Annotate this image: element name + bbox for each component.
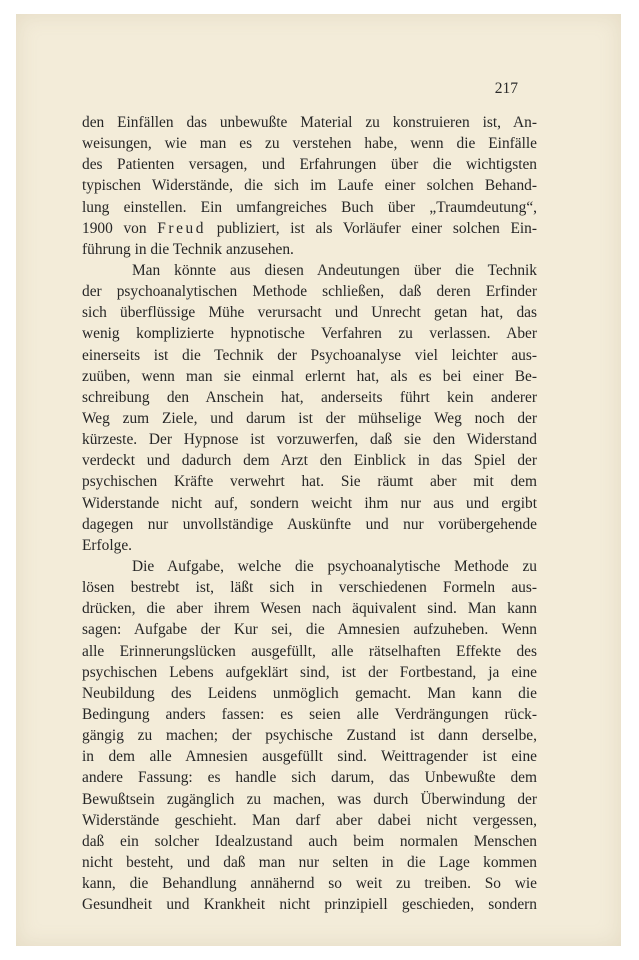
text-line: dagegen nur unvollständige Auskünfte und nur vorübergehende — [82, 515, 537, 533]
text-line: Bewußtsein zugänglich zu machen, was durch Überwindung der — [82, 790, 537, 808]
text-line: des Patienten versagen, und Erfahrungen über die wichtigsten — [82, 156, 537, 174]
text-line: alle Erinnerungslücken ausgefüllt, alle rätselhaften Effekte des — [82, 642, 537, 660]
text-line: der psychoanalytischen Methode schließen, daß deren Erfinder — [82, 283, 537, 301]
text-line: sagen: Aufgabe der Kur sei, die Amnesien aufzuheben. Wenn — [82, 621, 537, 639]
text-line: Neubildung des Leidens unmöglich gemacht. Man kann die — [82, 684, 537, 702]
text-line: Widerstande nicht auf, sondern weicht ihm nur aus und ergibt — [82, 494, 537, 512]
author-name-emphasis: Freud — [157, 219, 207, 237]
text-line: weisungen, wie man es zu verstehen habe, wenn die Einfälle — [82, 135, 537, 153]
paragraph-3 — [82, 556, 537, 915]
text-line: daß ein solcher Idealzustand auch beim normalen Menschen — [82, 832, 537, 850]
text-line: wenig komplizierte hypnotische Verfahren zu verlassen. Aber — [82, 325, 537, 343]
paragraph-1 — [82, 112, 537, 260]
text-line: Weg zum Ziele, und darum ist der mühselige Weg noch der — [82, 409, 537, 427]
text-line: psychischen Kräfte verwehrt hat. Sie räumt aber mit dem — [82, 473, 537, 491]
text-line: einerseits ist die Technik der Psychoanalyse viel leichter aus- — [82, 346, 537, 364]
text-line: drücken, die aber ihrem Wesen nach äquivalent sind. Man kann — [82, 600, 537, 618]
text-line: gängig zu machen; der psychische Zustand ist dann derselbe, — [82, 727, 537, 745]
text-line: Die Aufgabe, welche die psychoanalytische Methode zu — [132, 557, 537, 575]
text-line: andere Fassung: es handle sich darum, das Unbewußte dem — [82, 769, 537, 787]
text-line: schreibung den Anschein hat, anderseits führt kein anderer — [82, 388, 537, 406]
text-fragment: publiziert, ist als Vorläufer einer solchen Ein- — [206, 219, 537, 237]
text-line: kann, die Behandlung annähernd so weit zu treiben. So wie — [82, 875, 537, 893]
text-line: psychischen Lebens aufgeklärt sind, ist der Fortbestand, ja eine — [82, 663, 537, 681]
text-line: Erfolge. — [82, 536, 132, 554]
body-text — [82, 112, 537, 915]
text-fragment: 1900 von — [82, 219, 158, 237]
book-page — [16, 14, 621, 946]
text-line: verdeckt und dadurch dem Arzt den Einblick in das Spiel der — [82, 452, 537, 470]
text-line: kürzeste. Der Hypnose ist vorzuwerfen, daß sie den Widerstand — [82, 431, 537, 449]
text-line: lung einstellen. Ein umfangreiches Buch über „Traumdeutung“, — [82, 198, 537, 216]
text-line: Gesundheit und Krankheit nicht prinzipiell geschieden, sondern — [82, 896, 537, 914]
text-line: führung in die Technik anzusehen. — [82, 240, 294, 258]
text-line: sich überflüssige Mühe verursacht und Unrecht getan hat, das — [82, 304, 537, 322]
text-line: lösen bestrebt ist, läßt sich in verschiedenen Formeln aus- — [82, 579, 537, 597]
text-line: typischen Widerstände, die sich im Laufe einer solchen Behand- — [82, 177, 537, 195]
page-number: 217 — [494, 80, 518, 97]
text-line: zuüben, wenn man sie einmal erlernt hat, als es bei einer Be- — [82, 367, 537, 385]
paragraph-2 — [82, 260, 537, 556]
text-line — [82, 218, 537, 239]
text-line: in dem alle Amnesien ausgefüllt sind. Weittragender ist eine — [82, 748, 537, 766]
text-line: nicht besteht, und daß man nur selten in die Lage kommen — [82, 853, 537, 871]
text-line: Bedingung anders fassen: es seien alle Verdrängungen rück- — [82, 705, 537, 723]
text-line: Man könnte aus diesen Andeutungen über die Technik — [132, 261, 537, 279]
text-line: Widerstände geschieht. Man darf aber dabei nicht vergessen, — [82, 811, 537, 829]
text-line: den Einfällen das unbewußte Material zu konstruieren ist, An- — [82, 114, 537, 131]
